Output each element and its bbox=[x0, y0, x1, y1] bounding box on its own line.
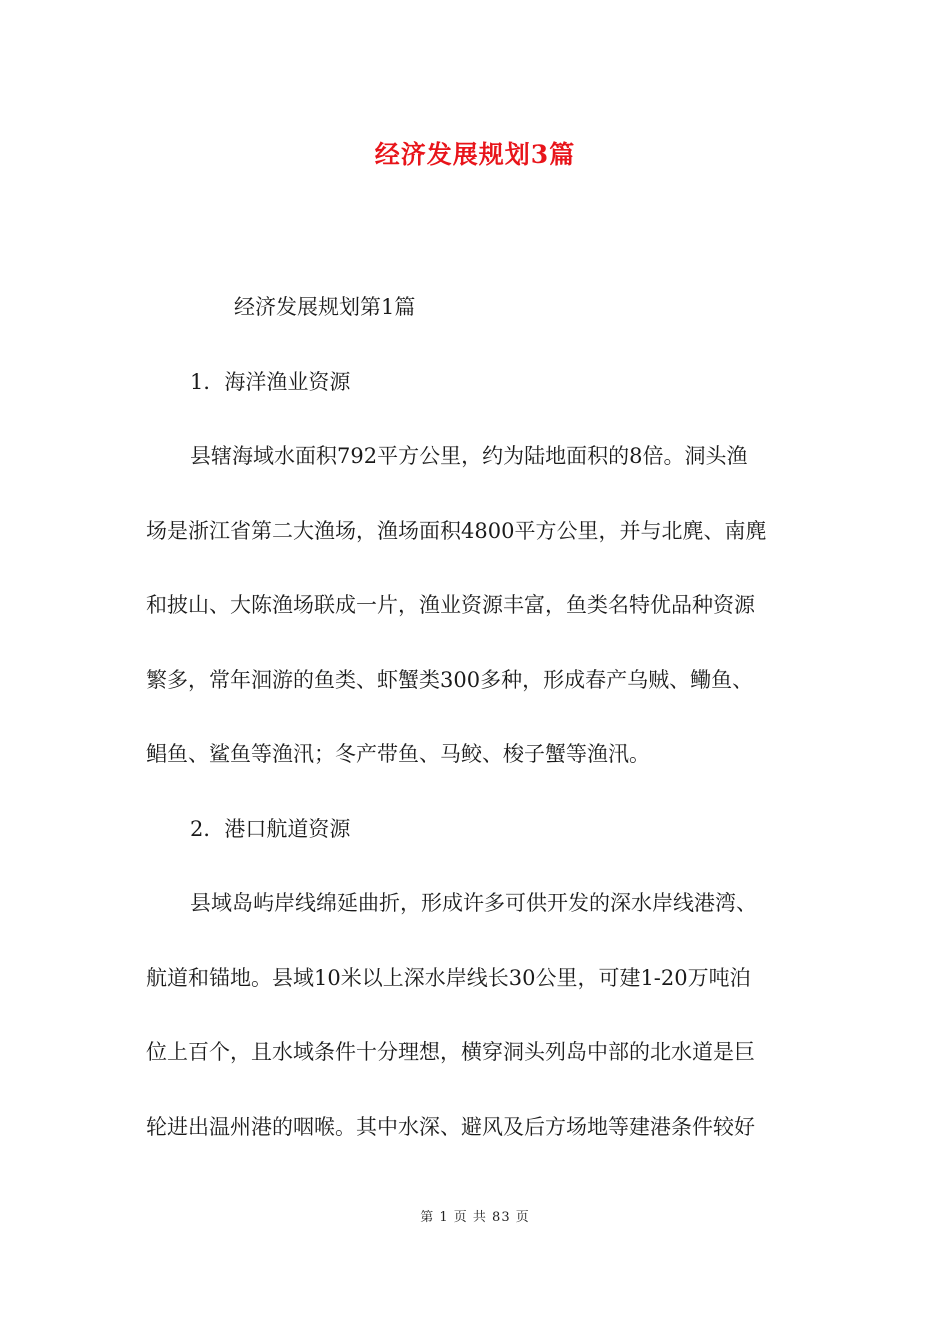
paragraph-line: 鲳鱼、鲨鱼等渔汛；冬产带鱼、马鲛、梭子蟹等渔汛。 bbox=[146, 742, 650, 766]
page-title: 经济发展规划3篇 bbox=[374, 140, 576, 169]
subsection-heading: 2．港口航道资源 bbox=[190, 816, 351, 841]
paragraph-line: 场是浙江省第二大渔场，渔场面积4800平方公里，并与北麂、南麂 bbox=[146, 518, 767, 543]
document-body bbox=[146, 270, 811, 1164]
subsection-heading: 1．海洋渔业资源 bbox=[190, 369, 351, 394]
paragraph-line: 位上百个，且水域条件十分理想，横穿洞头列岛中部的北水道是巨 bbox=[146, 1040, 755, 1064]
paragraph-line: 县域岛屿岸线绵延曲折，形成许多可供开发的深水岸线港湾、 bbox=[190, 891, 757, 915]
page-footer: 第 1 页 共 83 页 bbox=[420, 1210, 530, 1225]
paragraph-line: 和披山、大陈渔场联成一片，渔业资源丰富，鱼类名特优品种资源 bbox=[146, 593, 755, 617]
paragraph-line: 轮进出温州港的咽喉。其中水深、避风及后方场地等建港条件较好 bbox=[146, 1114, 755, 1139]
paragraph-line: 航道和锚地。县域10米以上深水岸线长30公里，可建1-20万吨泊 bbox=[146, 965, 751, 990]
paragraph-line: 县辖海域水面积792平方公里，约为陆地面积的8倍。洞头渔 bbox=[190, 444, 748, 468]
section-heading: 经济发展规划第1篇 bbox=[234, 295, 416, 319]
paragraph-line: 繁多，常年洄游的鱼类、虾蟹类300多种，形成春产乌贼、鳓鱼、 bbox=[146, 667, 754, 692]
